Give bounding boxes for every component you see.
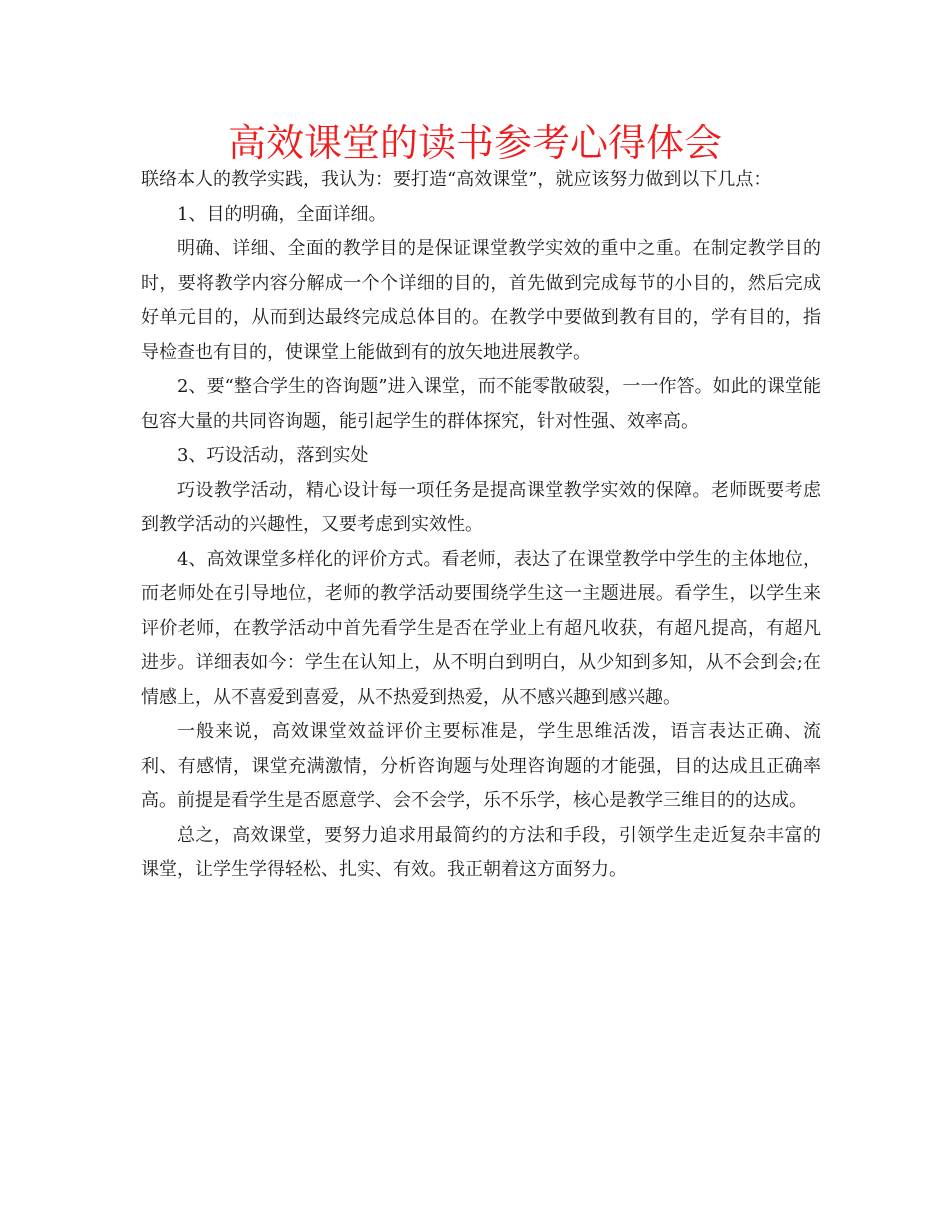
document-title: 高效课堂的读书参考心得体会 — [227, 121, 722, 165]
paragraph-point-3-body: 巧设教学活动，精心设计每一项任务是提高课堂教学实效的保障。老师既要考虑到教学活动的兴趣性，又要考虑到实效性。 — [141, 479, 821, 535]
paragraph-point-3-heading: 3、巧设活动，落到实处 — [177, 445, 369, 466]
paragraph-conclusion: 总之，高效课堂，要努力追求用最简约的方法和手段，引领学生走近复杂丰富的课堂，让学生学得轻松、扎实、有效。我正朝着这方面努力。 — [141, 824, 821, 880]
paragraph-point-1-heading: 1、目的明确，全面详细。 — [177, 203, 387, 225]
paragraph-point-1-body: 明确、详细、全面的教学目的是保证课堂教学实效的重中之重。在制定教学目的时，要将教学内容分解成一个个详细的目的，首先做到完成每节的小目的，然后完成好单元目的，从而到达最终完成总体目的。在教学中要做到教有目的，学有目的，指导检查也有目的，使课堂上能做到有的放矢地进展教学。 — [141, 238, 821, 363]
paragraph-intro: 联络本人的教学实践，我认为：要打造“高效课堂”，就应该努力做到以下几点： — [141, 169, 772, 190]
paragraph-evaluation: 一般来说，高效课堂效益评价主要标准是，学生思维活泼，语言表达正确、流利、有感情，课堂充满激情，分析咨询题与处理咨询题的才能强，目的达成且正确率高。前提是看学生是否愿意学、会不会学，乐不乐学，核心是教学三维目的的达成。 — [141, 721, 821, 811]
paragraph-point-2: 2、要“整合学生的咨询题”进入课堂，而不能零散破裂，一一作答。如此的课堂能包容大量的共同咨询题，能引起学生的群体探究，针对性强、效率高。 — [141, 376, 821, 432]
paragraph-point-4: 4、高效课堂多样化的评价方式。看老师，表达了在课堂教学中学生的主体地位，而老师处在引导地位，老师的教学活动要围绕学生这一主题进展。看学生，以学生来评价老师，在教学活动中首先看学生是否在学业上有超凡收获，有超凡提高，有超凡进步。详细表如今：学生在认知上，从不明白到明白，从少知到多知，从不会到会;在情感上，从不喜爱到喜爱，从不热爱到热爱，从不感兴趣到感兴趣。 — [141, 548, 821, 708]
document-body — [141, 163, 821, 888]
